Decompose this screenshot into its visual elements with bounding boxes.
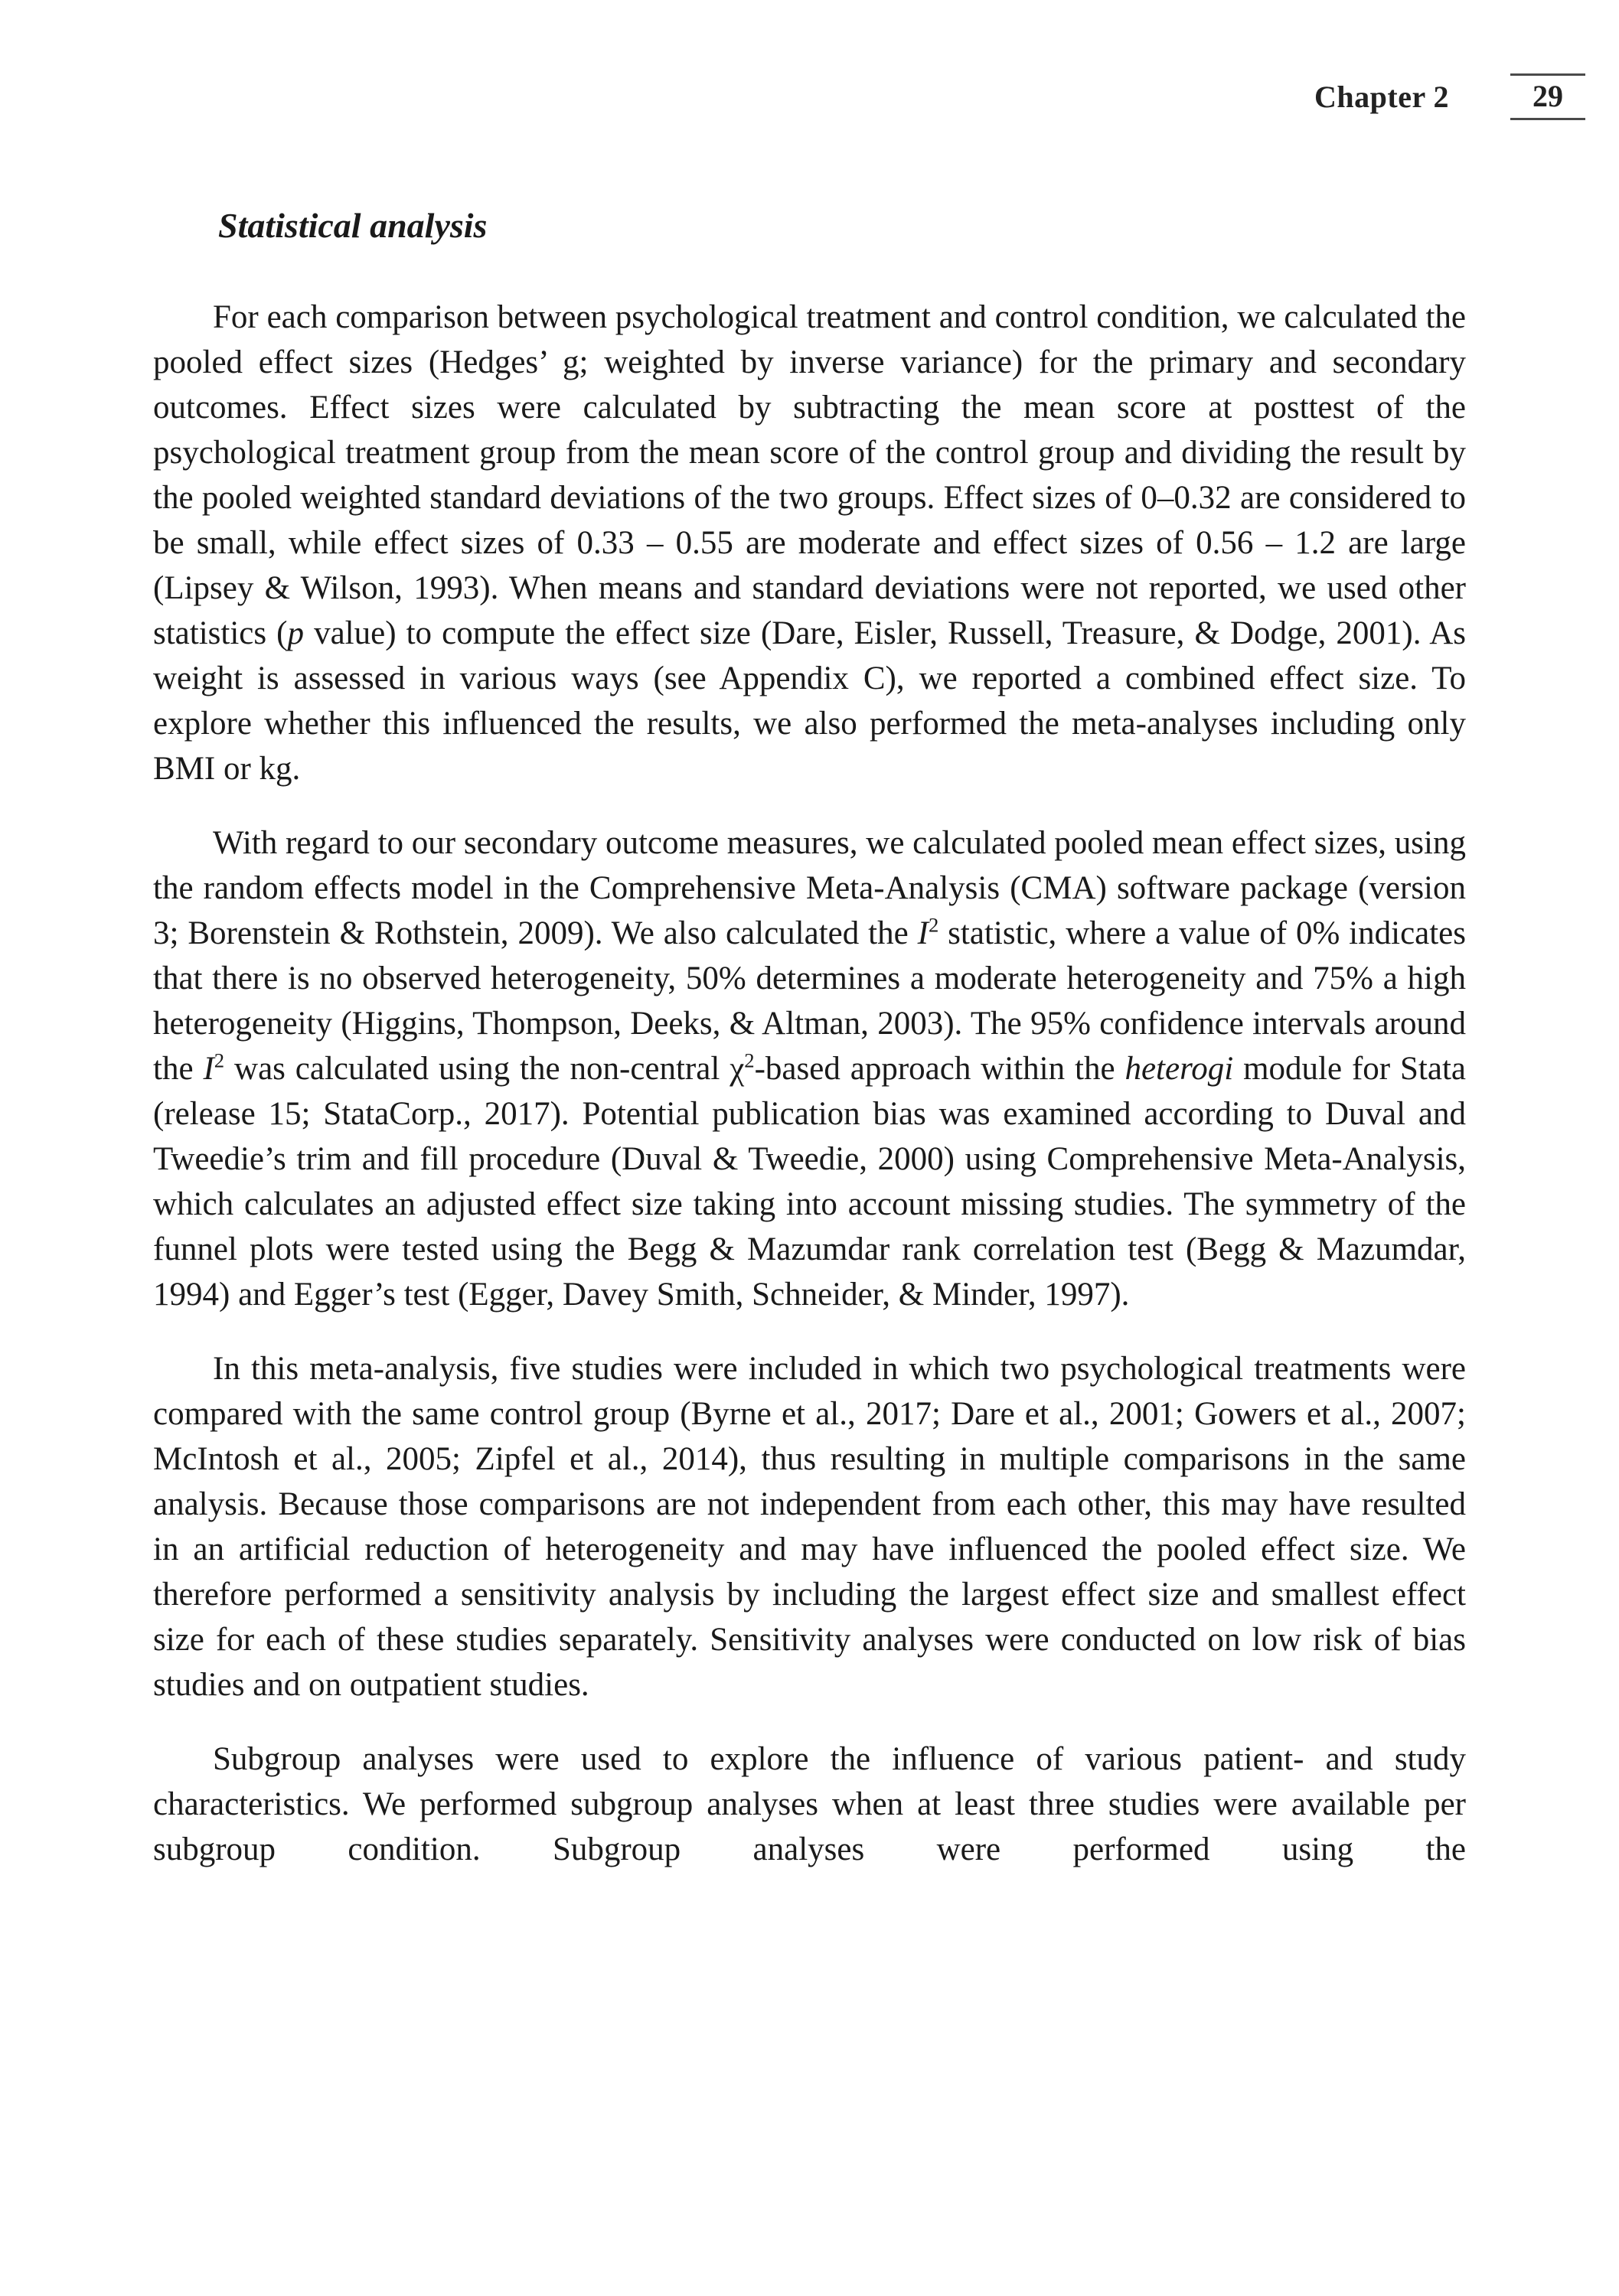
page-content [153, 205, 1466, 1872]
text-run-italic: p [287, 615, 305, 651]
text-run: For each comparison between psychological treatment and control condition, we calculated the pooled effect sizes (Hedges’ g; weighted by inverse variance) for the primary and secondary outcomes. Effect sizes were calculated by subtracting the mean score at posttest of the psychological treatment group from the mean score of the control group and dividing the result by the pooled weighted standard deviations of the two groups. Effect sizes of 0–0.32 are considered to be small, while effect sizes of 0.33 – 0.55 are moderate and effect sizes of 0.56 – 1.2 are large (Lipsey & Wilson, 1993). When means and standard deviations were not reported, we used other statistics ( [153, 299, 1466, 651]
paragraph-statistical-analysis-2 [153, 820, 1466, 1317]
text-run: -based approach within the [754, 1051, 1125, 1087]
superscript: 2 [744, 1049, 755, 1072]
page-header [1314, 73, 1585, 120]
text-run: With regard to our secondary outcome measures, we calculated pooled mean effect sizes, using the random effects model in the Comprehensive Meta-Analysis (CMA) software package (version 3; Borenstein & Rothstein, 2009). We also calculated the [153, 825, 1466, 951]
superscript: 2 [214, 1049, 225, 1072]
section-heading: Statistical analysis [218, 206, 488, 245]
text-run-italic: I [203, 1051, 214, 1087]
paragraph-statistical-analysis-3 [153, 1346, 1466, 1707]
text-run: statistic, where a value of 0% indicates that there is no observed heterogeneity, 50% determines a moderate heterogeneity and 75% a high heterogeneity (Higgins, Thompson, Deeks, & Altman, 2003). The 95% confidence intervals around the [153, 915, 1467, 1087]
superscript: 2 [928, 913, 939, 937]
paragraph-statistical-analysis-1 [153, 295, 1466, 791]
text-run-italic: I [917, 915, 929, 951]
text-run: module for Stata (release 15; StataCorp., 2017). Potential publication bias was examined according to Duval and Tweedie’s trim and fill procedure (Duval & Tweedie, 2000) using Comprehensive Meta-Analysis, which calculates an adjusted effect size taking into account missing studies. The symmetry of the funnel plots were tested using the Begg & Mazumdar rank correlation test (Begg & Mazumdar, 1994) and Egger’s test (Egger, Davey Smith, Schneider, & Minder, 1997). [153, 1051, 1466, 1313]
page-number: 29 [1510, 73, 1585, 120]
paragraph-statistical-analysis-4 [153, 1737, 1466, 1872]
text-run: Subgroup analyses were used to explore the influence of various patient- and study characteristics. We performed subgroup analyses when at least three studies were available per subgroup condition. Subgroup analyses were performed using the [153, 1741, 1466, 1867]
chapter-label: Chapter 2 [1314, 80, 1449, 114]
text-run-italic: heterogi [1124, 1051, 1234, 1087]
text-run: value) to compute the effect size (Dare, Eisler, Russell, Treasure, & Dodge, 2001). As weight is assessed in various ways (see Appendix C), we reported a combined effect size. To explore whether this influenced the results, we also performed the meta-analyses including only BMI or kg. [153, 615, 1466, 787]
text-run: was calculated using the non-central χ [224, 1051, 745, 1087]
text-run: In this meta-analysis, five studies were included in which two psychological treatments were compared with the same control group (Byrne et al., 2017; Dare et al., 2001; Gowers et al., 2007; McIntosh et al., 2005; Zipfel et al., 2014), thus resulting in multiple comparisons in the same analysis. Because those comparisons are not independent from each other, this may have resulted in an artificial reduction of heterogeneity and may have influenced the pooled effect size. We therefore performed a sensitivity analysis by including the largest effect size and smallest effect size for each of these studies separately. Sensitivity analyses were conducted on low risk of bias studies and on outpatient studies. [153, 1351, 1466, 1703]
